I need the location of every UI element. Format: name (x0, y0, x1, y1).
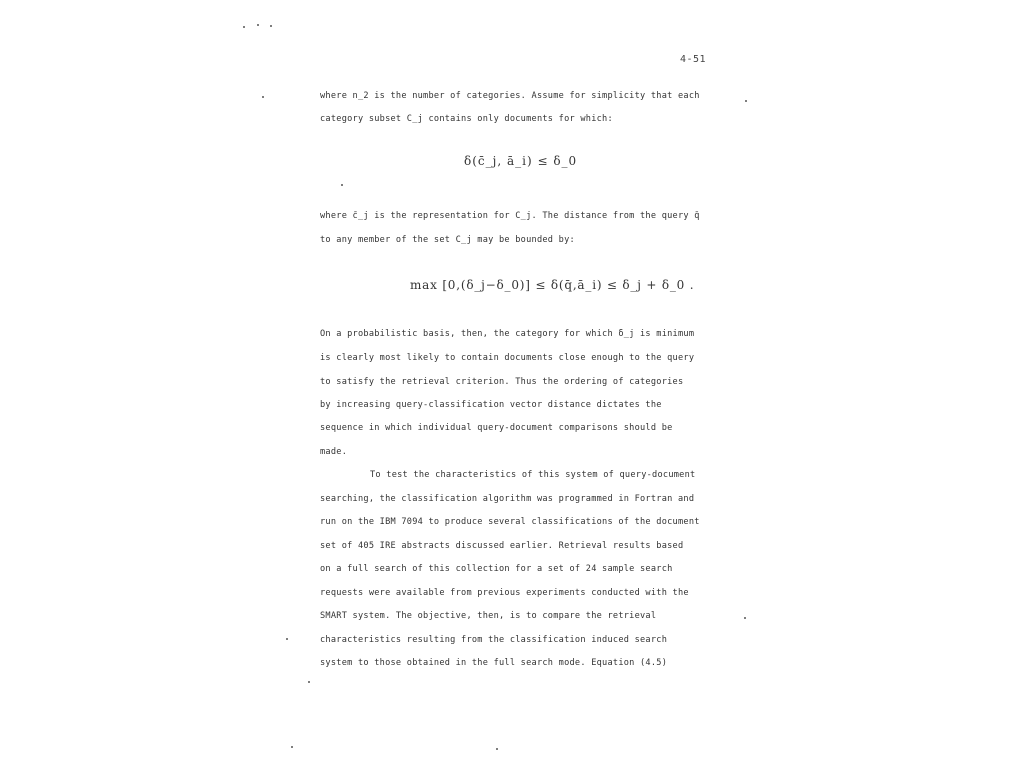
paragraph-3-line-2: is clearly most likely to contain documents close enough to the query (320, 353, 695, 363)
scan-speck (745, 100, 747, 102)
scan-speck (270, 25, 272, 27)
paragraph-4-line-7: SMART system. The objective, then, is to compare the retrieval (320, 611, 657, 621)
scan-speck (257, 24, 259, 26)
scan-speck (243, 26, 245, 28)
paragraph-4-line-2: searching, the classification algorithm was programmed in Fortran and (320, 494, 695, 504)
scan-speck (744, 617, 746, 619)
paragraph-3-line-3: to satisfy the retrieval criterion. Thus the ordering of categories (320, 377, 684, 387)
formula-distance-bound: max [0,(δ_j−δ_0)] ≤ δ(q̄,ā_i) ≤ δ_j + δ_0 . (410, 278, 695, 292)
paragraph-3-line-4: by increasing query-classification vector distance dictates the (320, 400, 662, 410)
paragraph-4-line-5: on a full search of this collection for a set of 24 sample search (320, 564, 673, 574)
paragraph-4-line-9: system to those obtained in the full search mode. Equation (4.5) (320, 658, 668, 668)
paragraph-4-line-6: requests were available from previous experiments conducted with the (320, 588, 689, 598)
paragraph-4-line-4: set of 405 IRE abstracts discussed earlier. Retrieval results based (320, 541, 684, 551)
scan-speck (496, 748, 498, 750)
scan-speck (341, 184, 343, 186)
paragraph-2-line-1: where c̄_j is the representation for C_j. The distance from the query q̄ (320, 211, 700, 221)
formula-category-condition: δ(c̄_j, ā_i) ≤ δ_0 (464, 154, 578, 168)
paragraph-1-line-2: category subset C_j contains only documents for which: (320, 114, 613, 124)
paragraph-2-line-2: to any member of the set C_j may be bounded by: (320, 235, 575, 245)
paragraph-4-line-3: run on the IBM 7094 to produce several classifications of the document (320, 517, 700, 527)
paragraph-1-line-1: where n_2 is the number of categories. Assume for simplicity that each (320, 91, 700, 101)
scan-speck (286, 638, 288, 640)
paragraph-4-line-8: characteristics resulting from the classification induced search (320, 635, 668, 645)
scan-speck (262, 96, 264, 98)
scan-speck (291, 746, 293, 748)
page-number: 4-51 (680, 54, 707, 65)
paragraph-4-line-1: To test the characteristics of this system of query-document (370, 470, 696, 480)
paragraph-3-line-1: On a probabilistic basis, then, the category for which δ_j is minimum (320, 329, 695, 339)
scan-speck (308, 681, 310, 683)
paragraph-3-line-6: made. (320, 447, 348, 457)
paragraph-3-line-5: sequence in which individual query-document comparisons should be (320, 423, 673, 433)
